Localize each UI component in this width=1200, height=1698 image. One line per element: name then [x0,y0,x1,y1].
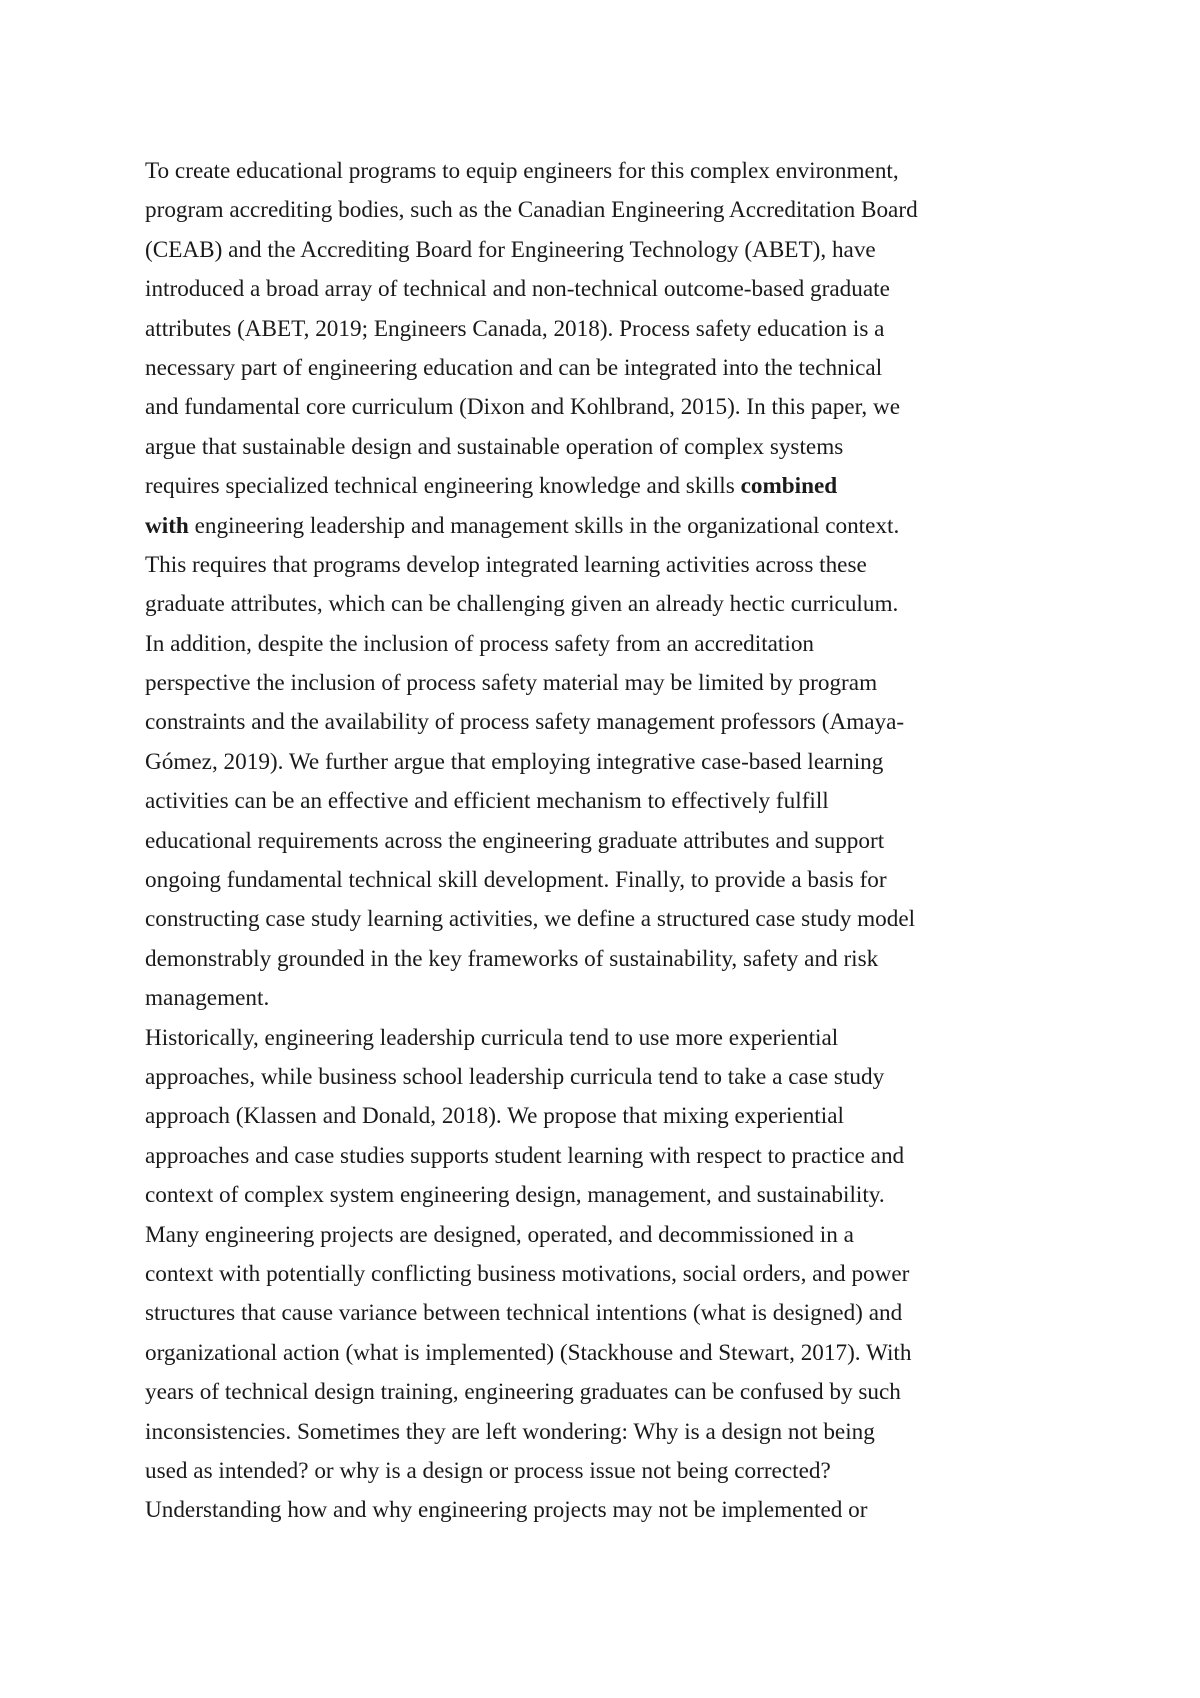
text-line [145,900,1075,939]
text-run: activities can be an effective and efficient mechanism to effectively fulfill [145,788,829,815]
text-run: Gómez, 2019). We further argue that employing integrative case-based learning [145,748,884,775]
text-run: necessary part of engineering education and can be integrated into the technical [145,354,883,381]
text-line [145,546,1075,585]
text-run: management. [145,985,270,1012]
text-run: This requires that programs develop integrated learning activities across these [145,551,867,578]
text-line [145,1097,1075,1136]
text-run: demonstrably grounded in the key frameworks of sustainability, safety and risk [145,945,879,972]
text-line [145,1058,1075,1097]
text-line [145,664,1075,703]
text-run: program accrediting bodies, such as the Canadian Engineering Accreditation Board [145,197,918,224]
text-run: argue that sustainable design and sustainable operation of complex systems [145,433,844,460]
text-line [145,467,1075,506]
text-run: used as intended? or why is a design or process issue not being corrected? [145,1457,831,1484]
text-line [145,1255,1075,1294]
text-line [145,1334,1075,1373]
text-line [145,1137,1075,1176]
text-run: To create educational programs to equip engineers for this complex environment, [145,158,899,184]
document-body [145,152,1075,1531]
text-line [145,1452,1075,1491]
text-run: approach (Klassen and Donald, 2018). We propose that mixing experiential [145,1103,844,1130]
text-run: years of technical design training, engineering graduates can be confused by such [145,1379,901,1406]
text-line [145,822,1075,861]
text-run: engineering leadership and management skills in the organizational context. [188,512,900,539]
text-run: context with potentially conflicting business motivations, social orders, and power [145,1260,910,1287]
text-line [145,1373,1075,1412]
text-line [145,1413,1075,1452]
text-run: structures that cause variance between technical intentions (what is designed) and [145,1300,903,1327]
bold-text-run: with [145,512,189,539]
text-run: constructing case study learning activities, we define a structured case study model [145,906,916,933]
text-run: Historically, engineering leadership curricula tend to use more experiential [145,1024,839,1051]
text-line [145,270,1075,309]
text-run: approaches, while business school leadership curricula tend to take a case study [145,1063,885,1090]
text-line [145,388,1075,427]
text-line [145,1019,1075,1058]
text-line [145,861,1075,900]
text-run: approaches and case studies supports student learning with respect to practice and [145,1142,905,1169]
text-line [145,625,1075,664]
text-run: context of complex system engineering design, management, and sustainability. [145,1182,885,1209]
text-line [145,979,1075,1018]
text-line [145,1176,1075,1215]
text-run: educational requirements across the engineering graduate attributes and support [145,827,885,854]
text-run: organizational action (what is implemented) (Stackhouse and Stewart, 2017). With [145,1339,912,1366]
text-line [145,152,1075,191]
text-line [145,428,1075,467]
text-line [145,231,1075,270]
text-run: introduced a broad array of technical and non-technical outcome-based graduate [145,276,890,303]
text-run: requires specialized technical engineering knowledge and skills [145,473,741,500]
text-run: graduate attributes, which can be challenging given an already hectic curriculum. [145,591,899,618]
text-run: Understanding how and why engineering projects may not be implemented or [145,1497,868,1524]
bold-text-run: combined [740,473,838,500]
text-line [145,1491,1075,1530]
text-line [145,782,1075,821]
text-run: Many engineering projects are designed, operated, and decommissioned in a [145,1221,854,1248]
text-line [145,1294,1075,1333]
text-run: and fundamental core curriculum (Dixon and Kohlbrand, 2015). In this paper, we [145,394,901,421]
text-run: inconsistencies. Sometimes they are left wondering: Why is a design not being [145,1418,875,1445]
text-run: (CEAB) and the Accrediting Board for Engineering Technology (ABET), have [145,236,876,263]
text-run: In addition, despite the inclusion of process safety from an accreditation [145,630,815,657]
text-run: constraints and the availability of process safety management professors (Amaya- [145,709,905,736]
text-line [145,703,1075,742]
text-run: perspective the inclusion of process safety material may be limited by program [145,670,878,697]
text-run: attributes (ABET, 2019; Engineers Canada, 2018). Process safety education is a [145,315,885,342]
text-line [145,743,1075,782]
text-line [145,1216,1075,1255]
text-line [145,191,1075,230]
text-line [145,310,1075,349]
text-line [145,349,1075,388]
text-line [145,585,1075,624]
text-run: ongoing fundamental technical skill development. Finally, to provide a basis for [145,867,887,894]
text-line [145,507,1075,546]
text-line [145,940,1075,979]
